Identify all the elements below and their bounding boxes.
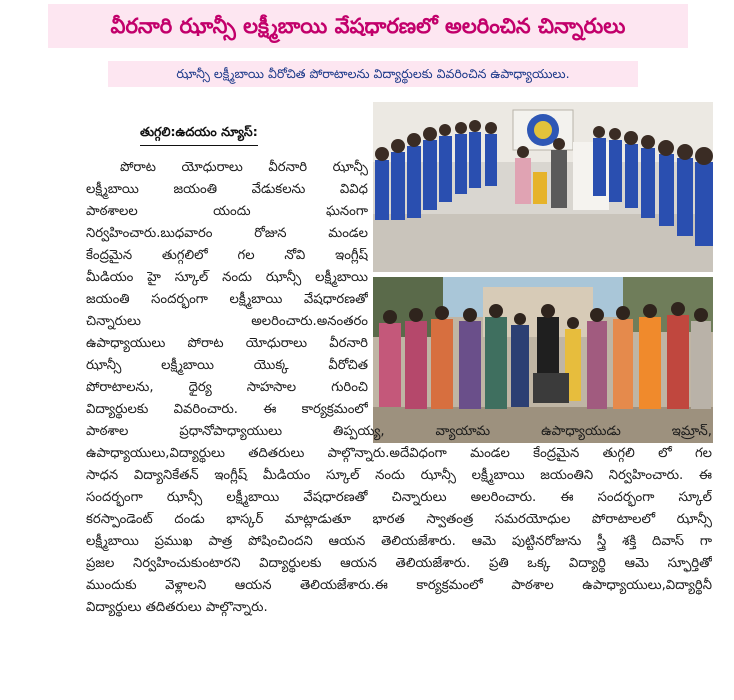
body-line: పోరాట యోధురాలు వీరనారి ఝాన్సీ (120, 160, 368, 175)
body-line: సందర్భంగా ఝాన్సీ లక్ష్మీబాయి వేషధారణతో చిన్నారులు అలరించారు. ఈ సందర్భంగా స్కూల్ (86, 490, 712, 505)
dateline: తుగ్గలి:ఉదయం న్యూస్: (140, 124, 258, 146)
body-line: లక్ష్మీబాయి జయంతి వేడుకలను వివిధ (86, 182, 368, 197)
headline: వీరనారి ఝాన్సీ లక్ష్మీబాయి వేషధారణలో అలరించిన చిన్నారులు (48, 4, 688, 48)
body-line: కరస్పాండెంట్ దండు భాస్కర్ మాట్లాడుతూ భారత స్వాతంత్ర సమరయోధుల పోరాటాలలో ఝాన్సీ (86, 512, 712, 527)
body-line: సాధన విద్యానికేతన్ ఇంగ్లీష్ మీడియం స్కూల్ నందు ఝాన్సీ లక్ష్మీబాయి జయంతిని నిర్వహించారు. ఈ (86, 468, 712, 483)
body-line: ఉపాధ్యాయులు,విద్యార్థులు తదితరులు పాల్గొన్నారు.అదేవిధంగా మండల కేంద్రమైన తుగ్గలి లో గల (86, 446, 712, 461)
body-line: పోరాటాలను, ధైర్య సాహసాల గురించి (86, 380, 368, 395)
body-line: ఝాన్సీ లక్ష్మీబాయి యొక్క వీరోచిత (86, 358, 368, 373)
subheadline: ఝాన్సీ లక్ష్మీబాయి వీరోచిత పోరాటాలను విద్యార్థులకు వివరించిన ఉపాధ్యాయులు. (108, 61, 638, 87)
body-line: జయంతి సందర్భంగా లక్ష్మీబాయి వేషధారణతో (86, 292, 368, 307)
body-line: కేంద్రమైన తుగ్గలిలో గల నోవి ఇంగ్లీష్ (86, 248, 368, 263)
body-line: మీడియం హై స్కూల్ నందు ఝాన్సీ లక్ష్మీబాయి (86, 270, 368, 285)
body-line: ముందుకు వెళ్లాలని ఆయన తెలియజేశారు.ఈ కార్యక్రమంలో పాఠశాల ఉపాధ్యాయులు,విద్యార్థినీ (86, 578, 712, 593)
body-line: విద్యార్థులకు వివరించారు. ఈ కార్యక్రమంలో (86, 402, 368, 417)
body-line: నిర్వహించారు.బుధవారం రోజున మండల (86, 226, 368, 241)
body-line: ఉపాధ్యాయులు పోరాట యోధురాలు వీరనారి (86, 336, 368, 351)
body-line: విద్యార్థులు తదితరులు పాల్గొన్నారు. (86, 600, 268, 615)
body-line: పాఠశాలల యందు ఘనంగా (86, 204, 368, 219)
body-line: చిన్నారులు అలరించారు.అనంతరం (86, 314, 368, 329)
body-line: పాఠశాల ప్రధానోపాధ్యాయులు తిప్పయ్య, వ్యాయామ ఉపాధ్యాయుడు ఇమ్రాన్, (86, 424, 712, 439)
body-line: లక్ష్మీబాయి ప్రముఖ పాత్ర పోషించిందని ఆయన తెలియజేశారు. ఆమె పుట్టినరోజును స్త్రీ శక్తి దివాస్ గా (86, 534, 712, 549)
body-line: ప్రజల నిర్వహించుకుంటారని విద్యార్థులకు ఆయన తెలియజేశారు. ప్రతి ఒక్క విద్యార్థి ఆమె స్ఫూర్తితో (86, 556, 712, 571)
